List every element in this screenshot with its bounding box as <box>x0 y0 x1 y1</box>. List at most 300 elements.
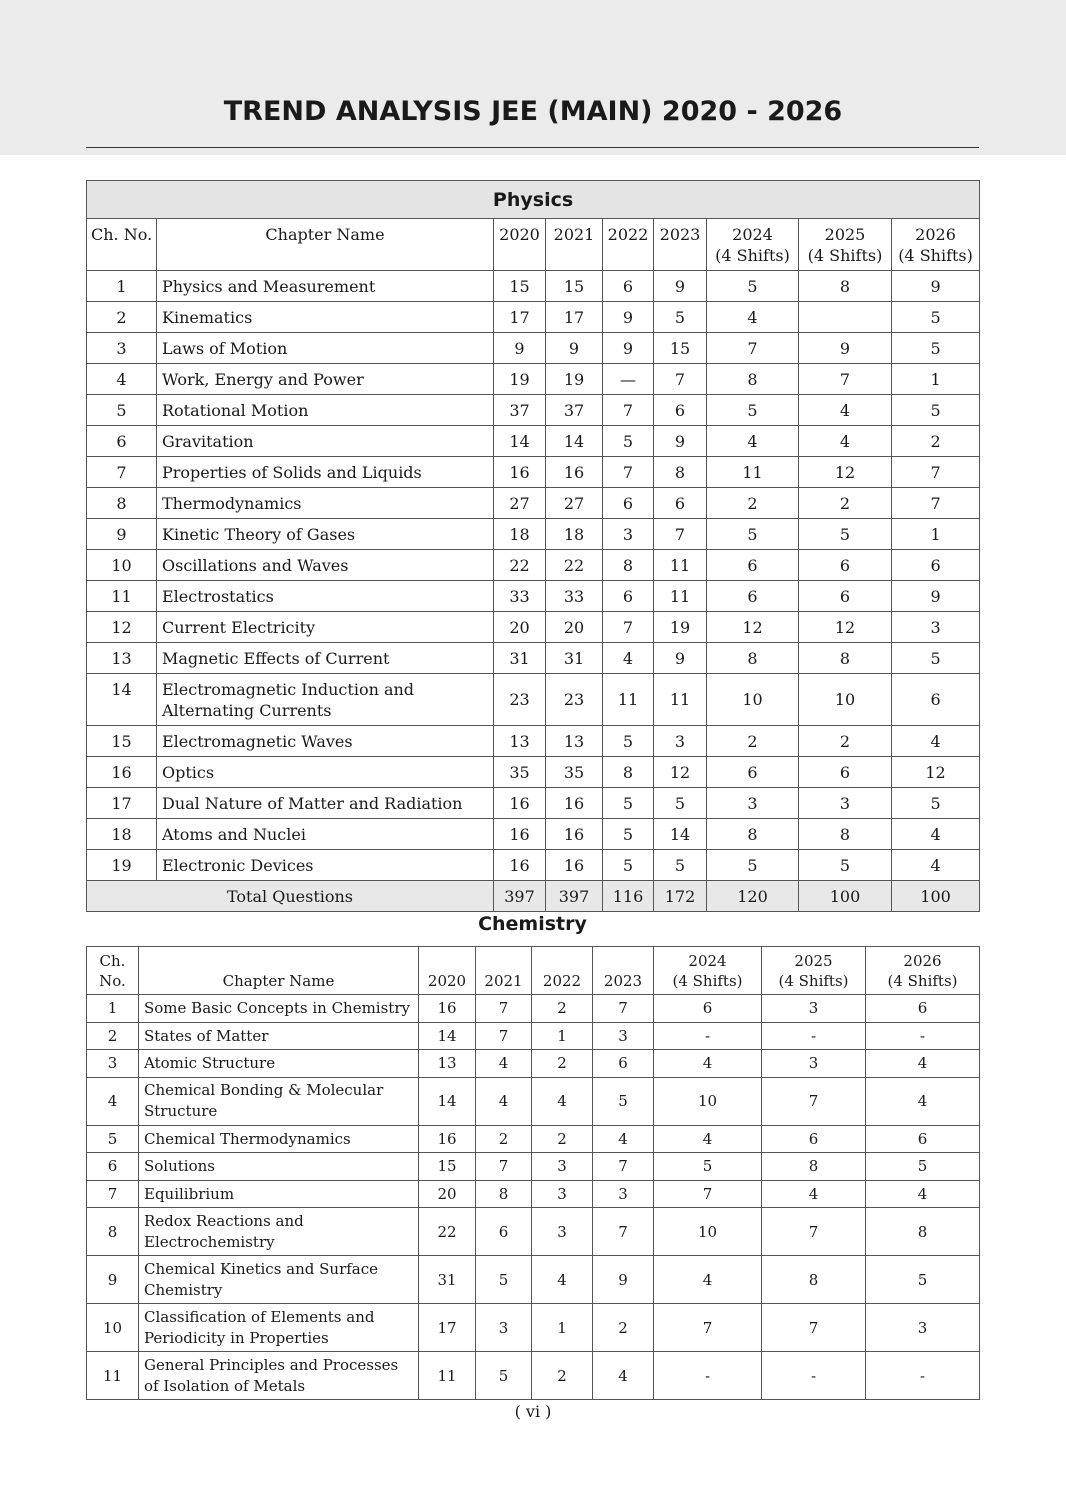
question-count: 5 <box>866 1153 980 1181</box>
chapter-name: Chemical Thermodynamics <box>139 1125 419 1153</box>
question-count: 6 <box>707 550 799 581</box>
question-count: 5 <box>603 726 654 757</box>
question-count: 5 <box>707 519 799 550</box>
question-count: 5 <box>476 1352 532 1400</box>
chemistry-col-header: 2025 (4 Shifts) <box>762 947 866 995</box>
question-count: 3 <box>532 1180 593 1208</box>
question-count: 5 <box>799 519 892 550</box>
chemistry-heading: Chemistry <box>478 913 587 935</box>
question-count: 8 <box>654 457 707 488</box>
chapter-number: 9 <box>87 1256 139 1304</box>
question-count: 7 <box>654 1304 762 1352</box>
question-count: 6 <box>866 1125 980 1153</box>
question-count: 20 <box>419 1180 476 1208</box>
chemistry-col-header: Ch. No. <box>87 947 139 995</box>
page-title: TREND ANALYSIS JEE (MAIN) 2020 - 2026 <box>223 96 843 127</box>
total-value: 100 <box>892 881 980 912</box>
question-count: 8 <box>762 1256 866 1304</box>
question-count: 4 <box>866 1180 980 1208</box>
question-count: 4 <box>892 819 980 850</box>
table-row <box>87 333 980 364</box>
chapter-name: Equilibrium <box>139 1180 419 1208</box>
question-count: 5 <box>892 395 980 426</box>
question-count: 31 <box>419 1256 476 1304</box>
question-count: 11 <box>603 674 654 726</box>
table-row <box>87 850 980 881</box>
question-count: 35 <box>546 757 603 788</box>
question-count: 4 <box>593 1125 654 1153</box>
question-count: 13 <box>494 726 546 757</box>
question-count: 4 <box>532 1077 593 1125</box>
question-count: 16 <box>546 457 603 488</box>
table-row <box>87 550 980 581</box>
table-row <box>87 271 980 302</box>
chapter-number: 10 <box>87 550 157 581</box>
total-value: 116 <box>603 881 654 912</box>
chapter-number: 10 <box>87 1304 139 1352</box>
question-count: 2 <box>799 726 892 757</box>
question-count: 9 <box>546 333 603 364</box>
question-count: 7 <box>892 457 980 488</box>
question-count: 6 <box>799 581 892 612</box>
question-count: 5 <box>892 302 980 333</box>
question-count: 4 <box>866 1077 980 1125</box>
chapter-number: 5 <box>87 1125 139 1153</box>
table-row <box>87 1153 980 1181</box>
table-row <box>87 726 980 757</box>
question-count: 5 <box>654 1153 762 1181</box>
question-count: 8 <box>603 757 654 788</box>
chapter-name: Redox Reactions and Electrochemistry <box>139 1208 419 1256</box>
question-count: 7 <box>654 519 707 550</box>
physics-col-header: 2025 (4 Shifts) <box>799 219 892 271</box>
question-count: 15 <box>654 333 707 364</box>
question-count: 6 <box>707 581 799 612</box>
question-count: 11 <box>654 581 707 612</box>
total-value: 397 <box>494 881 546 912</box>
question-count: 16 <box>419 995 476 1023</box>
chapter-number: 13 <box>87 643 157 674</box>
question-count: 5 <box>603 788 654 819</box>
question-count: 6 <box>892 550 980 581</box>
question-count: 22 <box>494 550 546 581</box>
question-count: 8 <box>476 1180 532 1208</box>
question-count: 9 <box>892 271 980 302</box>
question-count: 15 <box>546 271 603 302</box>
question-count: 4 <box>799 426 892 457</box>
question-count: — <box>603 364 654 395</box>
question-count: 35 <box>494 757 546 788</box>
table-row <box>87 1125 980 1153</box>
question-count: 37 <box>546 395 603 426</box>
question-count: 16 <box>494 819 546 850</box>
chapter-number: 6 <box>87 1153 139 1181</box>
physics-heading: Physics <box>87 181 980 219</box>
table-row <box>87 488 980 519</box>
table-row <box>87 519 980 550</box>
question-count: 11 <box>707 457 799 488</box>
total-value: 120 <box>707 881 799 912</box>
question-count: 7 <box>799 364 892 395</box>
question-count: 4 <box>762 1180 866 1208</box>
table-row <box>87 1304 980 1352</box>
table-row <box>87 788 980 819</box>
question-count: 2 <box>532 1352 593 1400</box>
question-count: 2 <box>532 1125 593 1153</box>
question-count: 2 <box>476 1125 532 1153</box>
question-count: 7 <box>593 1153 654 1181</box>
table-row <box>87 819 980 850</box>
question-count: 3 <box>892 612 980 643</box>
question-count: 22 <box>546 550 603 581</box>
question-count: 33 <box>546 581 603 612</box>
physics-header-row <box>87 219 980 271</box>
chapter-number: 4 <box>87 364 157 395</box>
question-count: 6 <box>593 1050 654 1078</box>
question-count <box>799 302 892 333</box>
question-count: 5 <box>866 1256 980 1304</box>
chemistry-col-header: 2023 <box>593 947 654 995</box>
chapter-name: Kinetic Theory of Gases <box>157 519 494 550</box>
question-count: 3 <box>593 1022 654 1050</box>
question-count: 14 <box>494 426 546 457</box>
question-count: 4 <box>654 1256 762 1304</box>
physics-col-header: 2021 <box>546 219 603 271</box>
table-row <box>87 364 980 395</box>
question-count: 1 <box>532 1304 593 1352</box>
chapter-name: Electromagnetic Induction and Alternating Currents <box>157 674 494 726</box>
question-count: 16 <box>546 819 603 850</box>
question-count: 4 <box>476 1077 532 1125</box>
question-count: 14 <box>419 1077 476 1125</box>
chapter-number: 8 <box>87 488 157 519</box>
chemistry-body <box>87 995 980 1400</box>
question-count: 1 <box>892 364 980 395</box>
question-count: 33 <box>494 581 546 612</box>
table-row <box>87 1208 980 1256</box>
question-count: 2 <box>593 1304 654 1352</box>
chapter-name: States of Matter <box>139 1022 419 1050</box>
question-count: 19 <box>654 612 707 643</box>
chapter-number: 1 <box>87 271 157 302</box>
question-count: 5 <box>654 850 707 881</box>
table-row <box>87 457 980 488</box>
question-count: 2 <box>892 426 980 457</box>
total-value: 172 <box>654 881 707 912</box>
question-count: 4 <box>603 643 654 674</box>
question-count: 3 <box>532 1153 593 1181</box>
question-count: 14 <box>419 1022 476 1050</box>
question-count: 11 <box>419 1352 476 1400</box>
question-count: 1 <box>892 519 980 550</box>
question-count: 6 <box>707 757 799 788</box>
question-count: 10 <box>707 674 799 726</box>
chapter-name: Gravitation <box>157 426 494 457</box>
question-count: 7 <box>476 1153 532 1181</box>
question-count: 16 <box>494 788 546 819</box>
question-count: 5 <box>654 788 707 819</box>
chemistry-col-header: 2024 (4 Shifts) <box>654 947 762 995</box>
question-count: 6 <box>654 395 707 426</box>
question-count: 7 <box>892 488 980 519</box>
question-count: 4 <box>476 1050 532 1078</box>
chapter-number: 7 <box>87 1180 139 1208</box>
question-count: - <box>762 1022 866 1050</box>
chapter-number: 7 <box>87 457 157 488</box>
question-count: - <box>866 1022 980 1050</box>
chapter-number: 12 <box>87 612 157 643</box>
question-count: 8 <box>799 643 892 674</box>
chapter-name: Atomic Structure <box>139 1050 419 1078</box>
table-row <box>87 674 980 726</box>
question-count: 12 <box>799 457 892 488</box>
table-row <box>87 302 980 333</box>
question-count: 37 <box>494 395 546 426</box>
chapter-name: Work, Energy and Power <box>157 364 494 395</box>
table-row <box>87 757 980 788</box>
table-row <box>87 995 980 1023</box>
chapter-number: 11 <box>87 1352 139 1400</box>
question-count: 8 <box>799 819 892 850</box>
question-count: 5 <box>603 819 654 850</box>
question-count: 18 <box>494 519 546 550</box>
question-count: - <box>762 1352 866 1400</box>
chemistry-header-row <box>87 947 980 995</box>
question-count: 5 <box>603 850 654 881</box>
table-row <box>87 1050 980 1078</box>
question-count: 14 <box>654 819 707 850</box>
question-count: 27 <box>546 488 603 519</box>
question-count: 1 <box>532 1022 593 1050</box>
chapter-name: Dual Nature of Matter and Radiation <box>157 788 494 819</box>
question-count: 9 <box>654 271 707 302</box>
chapter-name: Properties of Solids and Liquids <box>157 457 494 488</box>
question-count: 3 <box>532 1208 593 1256</box>
table-row <box>87 643 980 674</box>
question-count: 10 <box>799 674 892 726</box>
question-count: 6 <box>866 995 980 1023</box>
question-count: 5 <box>707 850 799 881</box>
physics-body <box>87 271 980 881</box>
chemistry-col-header: 2026 (4 Shifts) <box>866 947 980 995</box>
chapter-number: 3 <box>87 1050 139 1078</box>
question-count: 31 <box>546 643 603 674</box>
question-count: 6 <box>799 550 892 581</box>
question-count: 14 <box>546 426 603 457</box>
chapter-number: 2 <box>87 1022 139 1050</box>
question-count: 7 <box>762 1304 866 1352</box>
question-count: - <box>654 1022 762 1050</box>
question-count: 3 <box>593 1180 654 1208</box>
chemistry-col-header: 2020 <box>419 947 476 995</box>
chapter-name: Electrostatics <box>157 581 494 612</box>
chapter-number: 18 <box>87 819 157 850</box>
question-count: 7 <box>762 1208 866 1256</box>
chemistry-col-header: Chapter Name <box>139 947 419 995</box>
question-count: 5 <box>892 788 980 819</box>
question-count: 4 <box>892 726 980 757</box>
chapter-name: Kinematics <box>157 302 494 333</box>
question-count: 12 <box>707 612 799 643</box>
chapter-name: Classification of Elements and Periodicity in Properties <box>139 1304 419 1352</box>
question-count: 4 <box>892 850 980 881</box>
question-count: 5 <box>707 395 799 426</box>
question-count: 6 <box>476 1208 532 1256</box>
header-band <box>0 0 1066 155</box>
question-count: 6 <box>654 488 707 519</box>
question-count: 9 <box>654 426 707 457</box>
question-count: 2 <box>532 1050 593 1078</box>
question-count: 7 <box>762 1077 866 1125</box>
chapter-name: Rotational Motion <box>157 395 494 426</box>
question-count: 16 <box>546 850 603 881</box>
question-count: 4 <box>654 1125 762 1153</box>
question-count: 4 <box>532 1256 593 1304</box>
question-count: 8 <box>603 550 654 581</box>
question-count: 5 <box>707 271 799 302</box>
question-count: 12 <box>892 757 980 788</box>
question-count: 2 <box>799 488 892 519</box>
chapter-name: Oscillations and Waves <box>157 550 494 581</box>
question-count: 8 <box>707 819 799 850</box>
chapter-number: 3 <box>87 333 157 364</box>
chapter-name: Electronic Devices <box>157 850 494 881</box>
question-count: 23 <box>494 674 546 726</box>
chapter-name: Atoms and Nuclei <box>157 819 494 850</box>
question-count: 23 <box>546 674 603 726</box>
physics-col-header: Ch. No. <box>87 219 157 271</box>
physics-col-header: 2023 <box>654 219 707 271</box>
question-count: 22 <box>419 1208 476 1256</box>
question-count: 4 <box>707 302 799 333</box>
total-label: Total Questions <box>87 881 494 912</box>
question-count: 9 <box>654 643 707 674</box>
question-count: 15 <box>419 1153 476 1181</box>
chapter-number: 4 <box>87 1077 139 1125</box>
physics-col-header: 2024 (4 Shifts) <box>707 219 799 271</box>
chapter-name: General Principles and Processes of Isolation of Metals <box>139 1352 419 1400</box>
question-count: 7 <box>654 1180 762 1208</box>
question-count: 10 <box>654 1077 762 1125</box>
physics-total-row <box>87 881 980 912</box>
chemistry-col-header: 2021 <box>476 947 532 995</box>
question-count: 20 <box>494 612 546 643</box>
question-count: 16 <box>546 788 603 819</box>
question-count: 3 <box>866 1304 980 1352</box>
question-count: 6 <box>603 581 654 612</box>
question-count: 7 <box>476 1022 532 1050</box>
chapter-number: 8 <box>87 1208 139 1256</box>
question-count: 6 <box>603 488 654 519</box>
question-count: 9 <box>603 302 654 333</box>
question-count: 8 <box>707 643 799 674</box>
question-count: 11 <box>654 674 707 726</box>
table-row <box>87 1022 980 1050</box>
question-count: 4 <box>654 1050 762 1078</box>
question-count: 5 <box>476 1256 532 1304</box>
question-count: 5 <box>654 302 707 333</box>
chapter-number: 11 <box>87 581 157 612</box>
chapter-number: 17 <box>87 788 157 819</box>
question-count: 4 <box>866 1050 980 1078</box>
question-count: 17 <box>494 302 546 333</box>
chapter-name: Electromagnetic Waves <box>157 726 494 757</box>
question-count: 17 <box>419 1304 476 1352</box>
question-count: 11 <box>654 550 707 581</box>
question-count: 8 <box>762 1153 866 1181</box>
chapter-name: Thermodynamics <box>157 488 494 519</box>
chemistry-col-header: 2022 <box>532 947 593 995</box>
table-row <box>87 395 980 426</box>
question-count: 16 <box>419 1125 476 1153</box>
question-count: 7 <box>603 457 654 488</box>
question-count: 17 <box>546 302 603 333</box>
question-count: 12 <box>654 757 707 788</box>
question-count: 6 <box>799 757 892 788</box>
table-row <box>87 1180 980 1208</box>
chapter-number: 9 <box>87 519 157 550</box>
question-count: 9 <box>892 581 980 612</box>
chapter-name: Optics <box>157 757 494 788</box>
chapter-name: Some Basic Concepts in Chemistry <box>139 995 419 1023</box>
chapter-name: Chemical Bonding & Molecular Structure <box>139 1077 419 1125</box>
question-count: 7 <box>593 1208 654 1256</box>
question-count: 9 <box>603 333 654 364</box>
table-row <box>87 1256 980 1304</box>
question-count: 6 <box>892 674 980 726</box>
question-count: 15 <box>494 271 546 302</box>
table-row <box>87 1077 980 1125</box>
question-count: - <box>866 1352 980 1400</box>
question-count: 9 <box>593 1256 654 1304</box>
title-divider <box>86 147 979 148</box>
question-count: 5 <box>892 643 980 674</box>
question-count: 19 <box>494 364 546 395</box>
question-count: 10 <box>654 1208 762 1256</box>
question-count: 7 <box>654 364 707 395</box>
question-count: 5 <box>892 333 980 364</box>
question-count: 3 <box>762 1050 866 1078</box>
question-count: 8 <box>799 271 892 302</box>
question-count: 3 <box>603 519 654 550</box>
physics-col-header: Chapter Name <box>157 219 494 271</box>
question-count: 2 <box>707 726 799 757</box>
chapter-number: 19 <box>87 850 157 881</box>
table-row <box>87 426 980 457</box>
question-count: 4 <box>707 426 799 457</box>
question-count: 3 <box>707 788 799 819</box>
question-count: 20 <box>546 612 603 643</box>
table-row <box>87 581 980 612</box>
question-count: 7 <box>476 995 532 1023</box>
question-count: 7 <box>603 395 654 426</box>
page-number: ( vi ) <box>514 1402 552 1421</box>
question-count: 6 <box>603 271 654 302</box>
chapter-name: Magnetic Effects of Current <box>157 643 494 674</box>
chapter-name: Solutions <box>139 1153 419 1181</box>
chapter-number: 15 <box>87 726 157 757</box>
chapter-name: Chemical Kinetics and Surface Chemistry <box>139 1256 419 1304</box>
question-count: 27 <box>494 488 546 519</box>
question-count: 5 <box>593 1077 654 1125</box>
question-count: 13 <box>546 726 603 757</box>
chapter-number: 16 <box>87 757 157 788</box>
question-count: 3 <box>799 788 892 819</box>
question-count: 4 <box>593 1352 654 1400</box>
question-count: 2 <box>532 995 593 1023</box>
question-count: 19 <box>546 364 603 395</box>
physics-col-header: 2022 <box>603 219 654 271</box>
